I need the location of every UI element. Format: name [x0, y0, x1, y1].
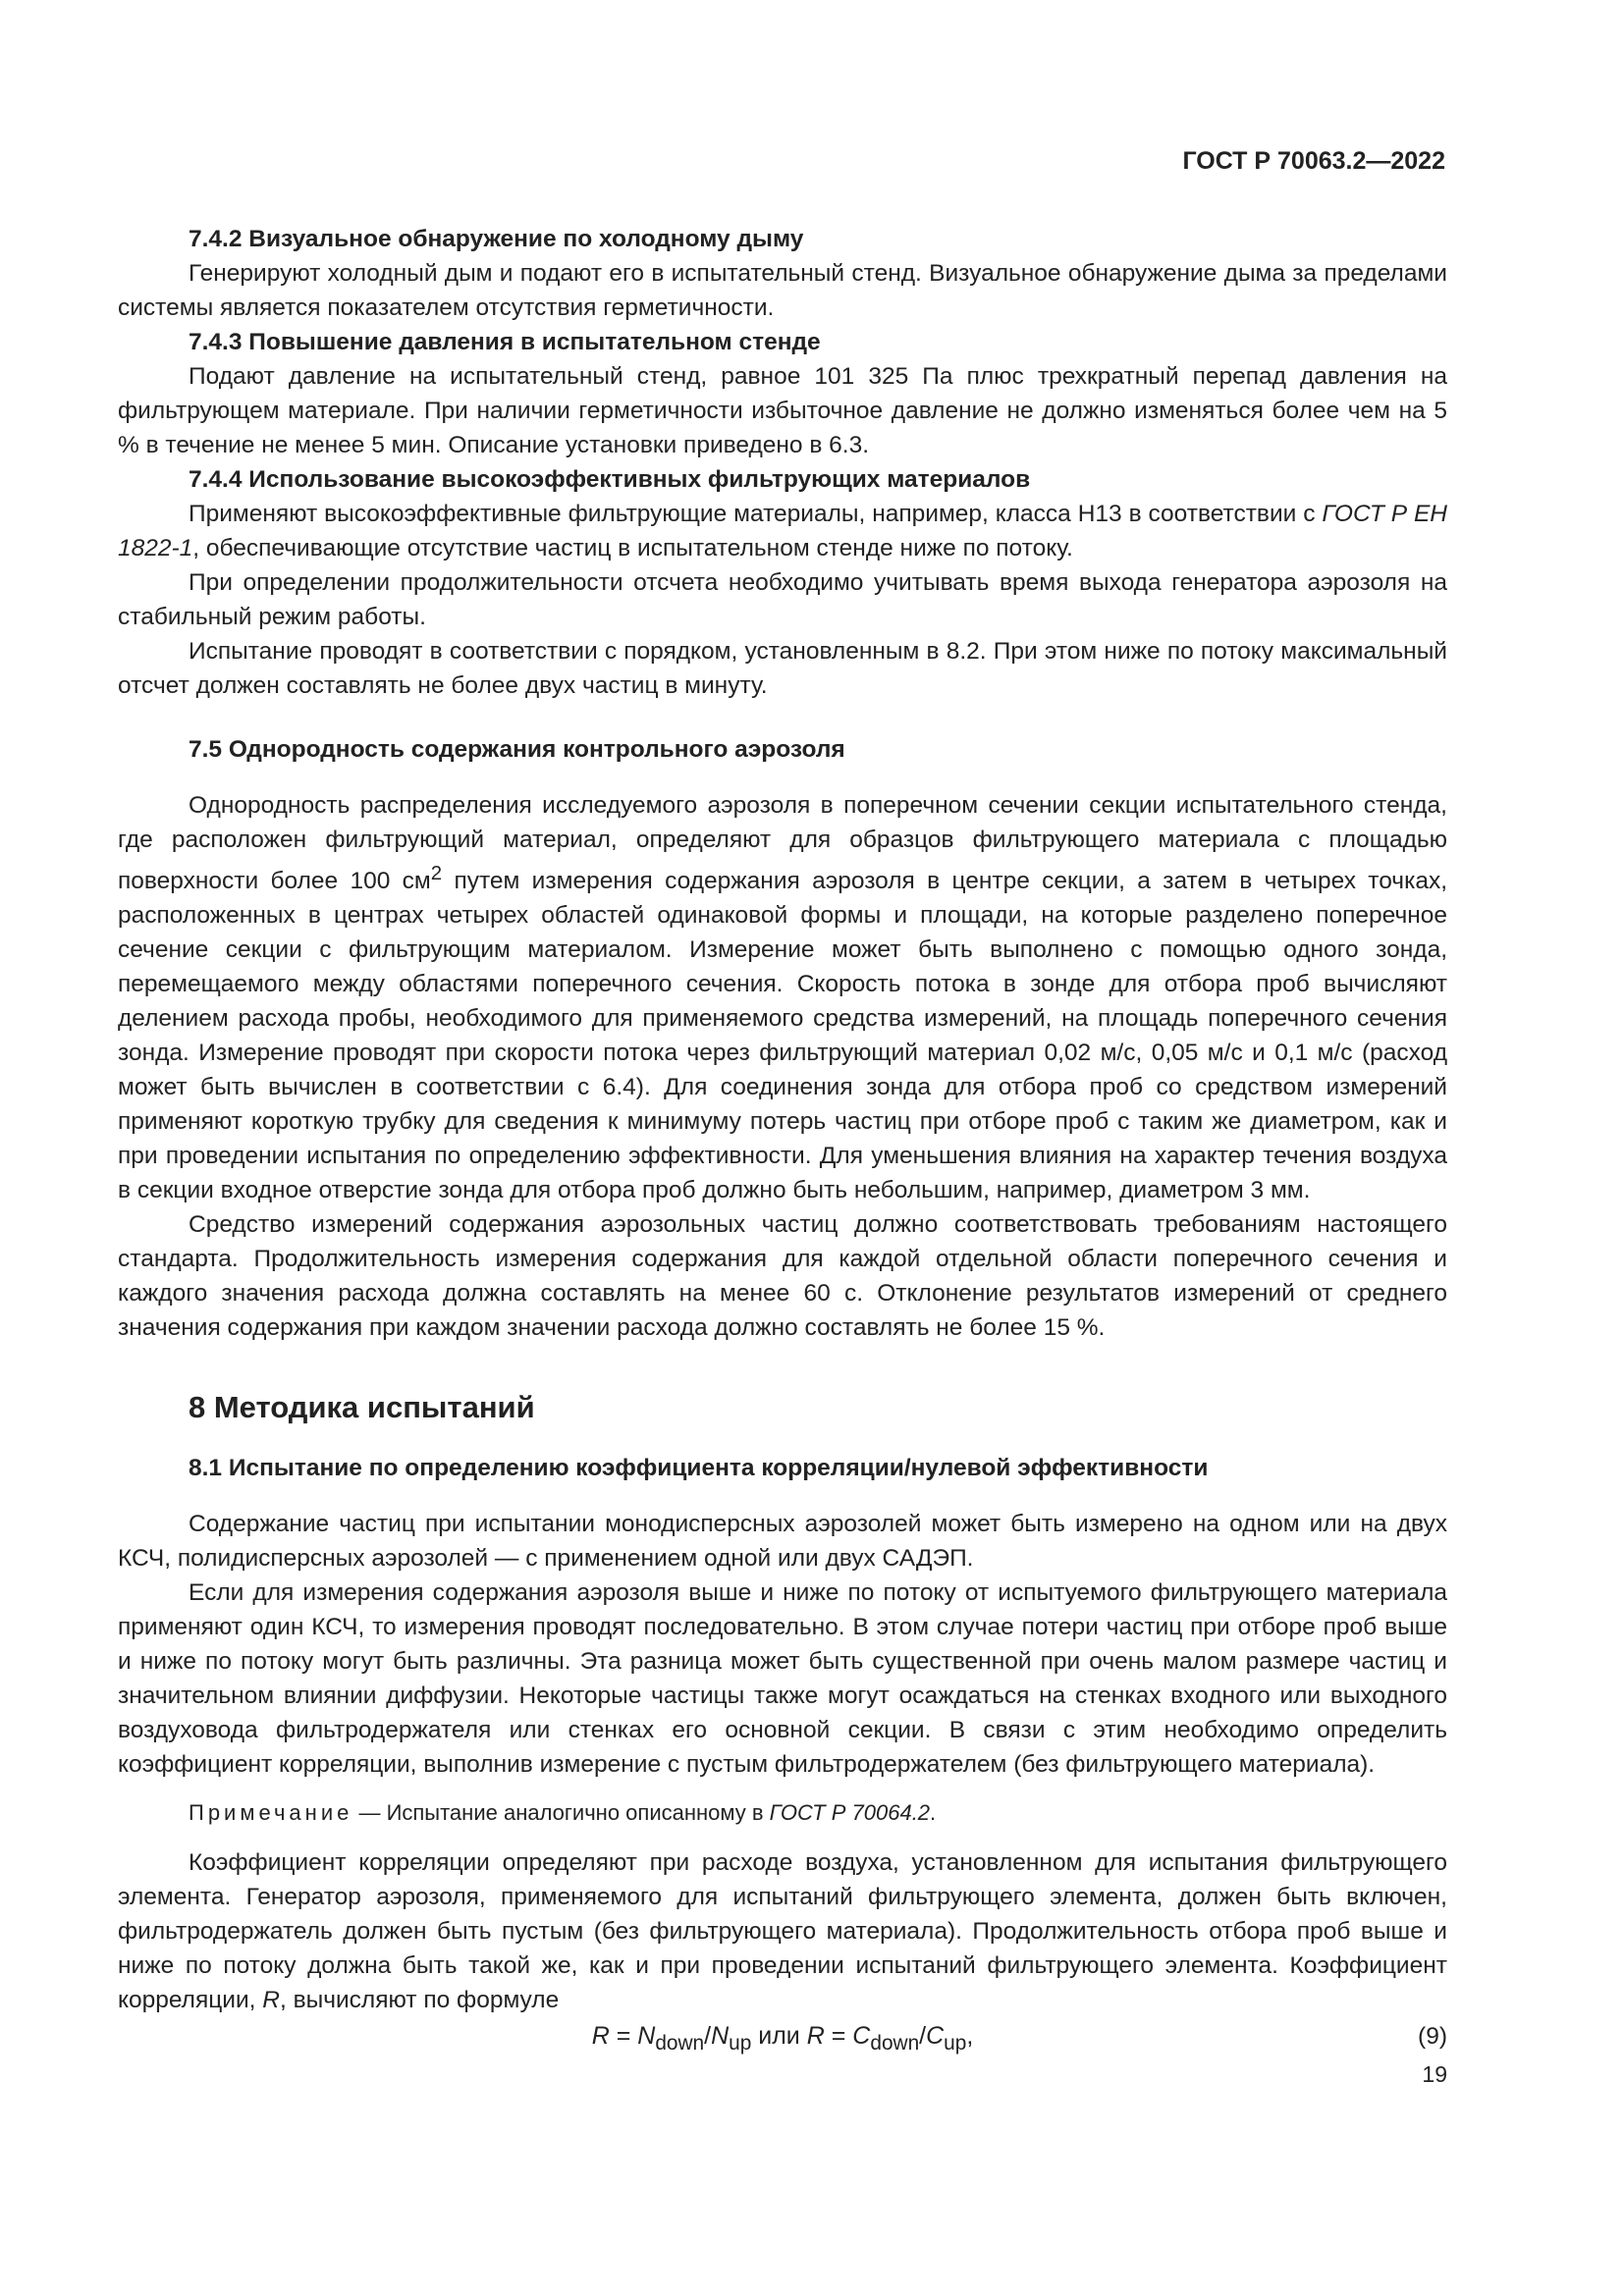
conj: или	[751, 2022, 807, 2051]
standard-id: ГОСТ Р 70063.2—2022	[1182, 147, 1445, 175]
note	[118, 1795, 1447, 1830]
page-content	[118, 222, 1447, 2062]
text-run: Коэффициент корреляции определяют при расходе воздуха, установленном для испытания фильтрующего элемента. Генератор аэрозоля, применяемого для испытаний фильтрующего элемента, должен быть включен, фильтродержатель должен быть пустым (без фильтрующего материала). Продолжительность отбора проб выше и ниже по потоку должна быть такой же, как и при проведении испытаний фильтрующего элемента. Коэффициент корреляции,	[118, 1849, 1447, 2014]
paragraph-7-5-2: Средство измерений содержания аэрозольных частиц должно соответствовать требованиям настоящего стандарта. Продолжительность измерения содержания для каждой отдельной области поперечного сечения и каждого значения расхода должна составлять на менее 60 с. Отклонение результатов измерений от среднего значения содержания при каждом значении расхода должно составлять не более 15 %.	[118, 1211, 1447, 1342]
text-run: , вычисляют по формуле	[279, 1987, 560, 2014]
formula-expression	[118, 2019, 1447, 2060]
var: C	[926, 2022, 945, 2051]
note-text: — Испытание аналогично описанному в	[352, 1800, 770, 1826]
variable-r: R	[262, 1987, 280, 2014]
subscript: up	[944, 2032, 967, 2056]
note-label: Примечание	[189, 1800, 353, 1826]
op: /	[919, 2022, 927, 2051]
paragraph-7-4-3: Подают давление на испытательный стенд, равное 101 325 Па плюс трехкратный перепад давления на фильтрующем материале. При наличии герметичности избыточное давление не должно изменяться более чем на 5 % в течение не менее 5 мин. Описание установки приведено в 6.3.	[118, 363, 1447, 458]
paragraph-7-5-1	[118, 788, 1447, 1207]
formula-9	[118, 2019, 1447, 2062]
reference-gost-70064-2: ГОСТ Р 70064.2	[769, 1800, 931, 1826]
heading-7-5: 7.5 Однородность содержания контрольного аэрозоля	[189, 736, 845, 763]
subscript: down	[655, 2032, 705, 2056]
paragraph-7-4-4-3: Испытание проводят в соответствии с порядком, установленным в 8.2. При этом ниже по потоку максимальный отсчет должен составлять не более двух частиц в минуту.	[118, 638, 1447, 699]
paragraph-8-1-1: Содержание частиц при испытании монодисперсных аэрозолей может быть измерено на одном или на двух КСЧ, полидисперсных аэрозолей — с применением одной или двух САДЭП.	[118, 1511, 1447, 1573]
subscript: up	[729, 2032, 752, 2056]
subscript: down	[870, 2032, 920, 2056]
superscript: 2	[430, 863, 443, 884]
paragraph-7-4-4-1	[118, 497, 1447, 565]
heading-7-4-4: 7.4.4 Использование высокоэффективных фильтрующих материалов	[189, 466, 1031, 493]
page-number: 19	[1422, 2061, 1447, 2087]
text-run: путем измерения содержания аэрозоля в центре секции, а затем в четырех точках, расположенных в центрах четырех областей одинаковой формы и площади, на которые разделено поперечное сечение секции с фильтрующим материалом. Измерение может быть выполнено с помощью одного зонда, перемещаемого между областями поперечного сечения. Скорость потока в зонде для отбора проб вычисляют делением расхода пробы, необходимого для применяемого средства измерений, на площадь поперечного сечения зонда. Измерение проводят при скорости потока через фильтрующий материал 0,02 м/с, 0,05 м/с и 0,1 м/с (расход может быть вычислен в соответствии с 6.4). Для соединения зонда для отбора проб со средством измерений применяют короткую трубку для сведения к минимуму потерь частиц при отборе проб с таким же диаметром, как и при проведении испытания по определению эффективности. Для уменьшения влияния на характер течения воздуха в секции входное отверстие зонда для отбора проб должно быть небольшим, например, диаметром 3 мм.	[118, 868, 1448, 1204]
var: C	[852, 2022, 871, 2051]
paragraph-8-1-3	[118, 1845, 1447, 2017]
var: R	[806, 2022, 825, 2051]
var: R	[591, 2022, 610, 2051]
paragraph-7-4-4-2: При определении продолжительности отсчета необходимо учитывать время выхода генератора аэрозоля на стабильный режим работы.	[118, 569, 1447, 630]
text-run: , обеспечивающие отсутствие частиц в испытательном стенде ниже по потоку.	[192, 535, 1073, 561]
text-run: Применяют высокоэффективные фильтрующие материалы, например, класса H13 в соответствии с	[189, 501, 1323, 527]
op: /	[704, 2022, 712, 2051]
heading-8: 8 Методика испытаний	[189, 1390, 535, 1425]
heading-7-4-3: 7.4.3 Повышение давления в испытательном стенде	[189, 329, 821, 355]
paragraph-7-4-2: Генерируют холодный дым и подают его в испытательный стенд. Визуальное обнаружение дыма за пределами системы является показателем отсутствия герметичности.	[118, 260, 1447, 321]
op: =	[824, 2022, 853, 2051]
formula-number: (9)	[1418, 2023, 1447, 2051]
heading-7-4-2: 7.4.2 Визуальное обнаружение по холодному дыму	[189, 226, 804, 252]
text-run: Однородность распределения исследуемого аэрозоля в поперечном сечении секции испытательного стенда, где расположен фильтрующий материал, определяют для образцов фильтрующего материала с площадью поверхности более 100 см	[118, 792, 1447, 895]
var: N	[711, 2022, 730, 2051]
reference-gost-en-1822-1: ГОСТ Р ЕН 1822-1	[118, 501, 1448, 561]
heading-8-1: 8.1 Испытание по определению коэффициента корреляции/нулевой эффективности	[189, 1455, 1209, 1482]
paragraph-8-1-2: Если для измерения содержания аэрозоля выше и ниже по потоку от испытуемого фильтрующего материала применяют один КСЧ, то измерения проводят последовательно. В этом случае потери частиц при отборе проб выше и ниже по потоку могут быть различны. Эта разница может быть существенной при очень малом размере частиц и значительном влиянии диффузии. Некоторые частицы также могут осаждаться на стенках входного или выходного воздуховода фильтродержателя или стенках его основной секции. В связи с этим необходимо определить коэффициент корреляции, выполнив измерение с пустым фильтродержателем (без фильтрующего материала).	[118, 1579, 1447, 1779]
var: N	[637, 2022, 656, 2051]
note-end: .	[930, 1800, 937, 1826]
punct: ,	[966, 2022, 974, 2051]
op: =	[609, 2022, 638, 2051]
